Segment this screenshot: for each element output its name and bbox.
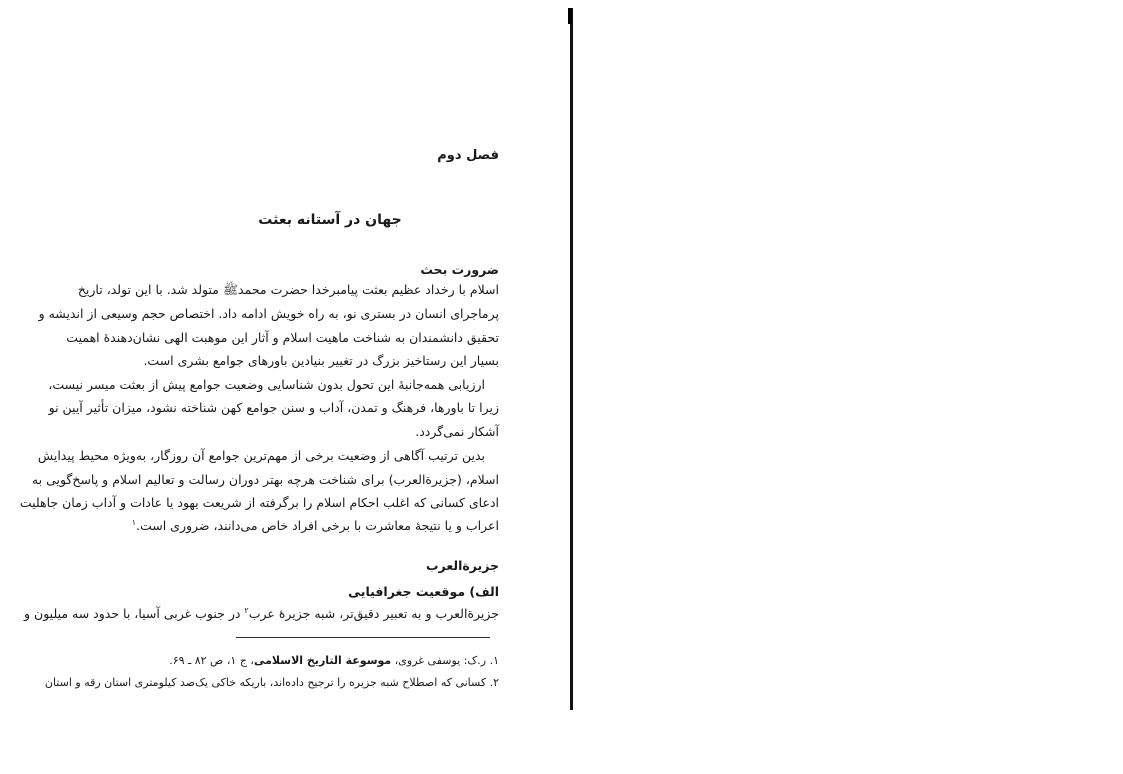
footnote-2: ۲. کسانی که اصطلاح شبه جزیره را ترجیح داده‌اند، باریکه خاکی یک‌صد کیلومتری استان رقه و استان <box>44 676 499 689</box>
paragraph-line: بدین ترتیب آگاهی از وضعیت برخی از مهم‌ترین جوامع آن روزگار، به‌ویژه محیط پیدایش <box>37 448 485 463</box>
paragraph-line: اسلام با رخداد عظیم بعثت پیامبرخدا حضرت محمدﷺ متولد شد. با این تولد، تاریخ <box>77 282 499 297</box>
spine-mark <box>568 8 572 24</box>
chapter-label: فصل دوم <box>437 148 499 163</box>
paragraph-line: پرماجرای انسان در بستری نو، به راه خویش ادامه داد. اختصاص حجم وسیعی از اندیشه و <box>38 306 499 321</box>
chapter-title: جهان در آستانه بعثت <box>258 212 402 228</box>
paragraph-line: ادعای کسانی که اغلب احکام اسلام را برگرفته از شریعت یهود یا عادات و آداب زمان جاهلیت <box>19 495 499 510</box>
subheading-geographic-location: الف) موقعیت جغرافیایی <box>348 584 499 599</box>
footnote-ref-1: ۱ <box>131 518 137 527</box>
paragraph-line: زیرا تا باورها، فرهنگ و تمدن، آداب و سنن جوامع کهن شناخته نشود، میزان تأثیر آیین نو <box>48 400 499 415</box>
paragraph-text: اعراب و یا نتیجهٔ معاشرت با برخی افراد خاص می‌دانند، ضروری است. <box>136 518 499 534</box>
paragraph-line: ارزیابی همه‌جانبهٔ این تحول بدون شناسایی وضعیت جوامع پیش از بعثت میسر نیست، <box>48 377 485 392</box>
paragraph-line: بسیار این رستاخیز بزرگ در تغییر بنیادین باورهای جوامع بشری است. <box>143 353 499 368</box>
footnote-divider <box>236 637 490 638</box>
footnote-1-suffix: ، ج ۱، ص ۸۲ ـ ۶۹. <box>169 654 254 667</box>
section-heading-necessity: ضرورت بحث <box>420 262 499 277</box>
paragraph-line-with-footnote <box>24 606 499 622</box>
paragraph-line: تحقیق دانشمندان به شناخت ماهیت اسلام و آثار این موهبت الهی نشان‌دهندهٔ اهمیت <box>66 330 499 345</box>
footnote-ref-2: ۲ <box>244 606 249 615</box>
paragraph-line-with-footnote <box>107 518 499 533</box>
paragraph-line: آشکار نمی‌گردد. <box>415 424 499 439</box>
paragraph-line: اسلام، (جزیرةالعرب) برای شناخت هرچه بهتر دوران رسالت و تعالیم اسلام و پاسخ‌گویی به <box>31 472 499 487</box>
footnote-1-prefix: ۱. ر.ک: یوسفی غروی، <box>391 654 499 667</box>
paragraph-text: جزیرةالعرب و به تعبیر دقیق‌تر، شبه جزیرهٔ عرب <box>248 606 499 622</box>
footnote-1-source: موسوعة التاریخ الاسلامی <box>253 654 392 667</box>
section-heading-arabian-peninsula: جزیرةالعرب <box>425 558 499 573</box>
paragraph-text-rest: در جنوب غربی آسیا، با حدود سه میلیون و <box>24 606 245 622</box>
footnote-1 <box>107 654 499 667</box>
blank-right-page <box>578 0 1123 774</box>
book-spine-shadow <box>570 8 573 710</box>
